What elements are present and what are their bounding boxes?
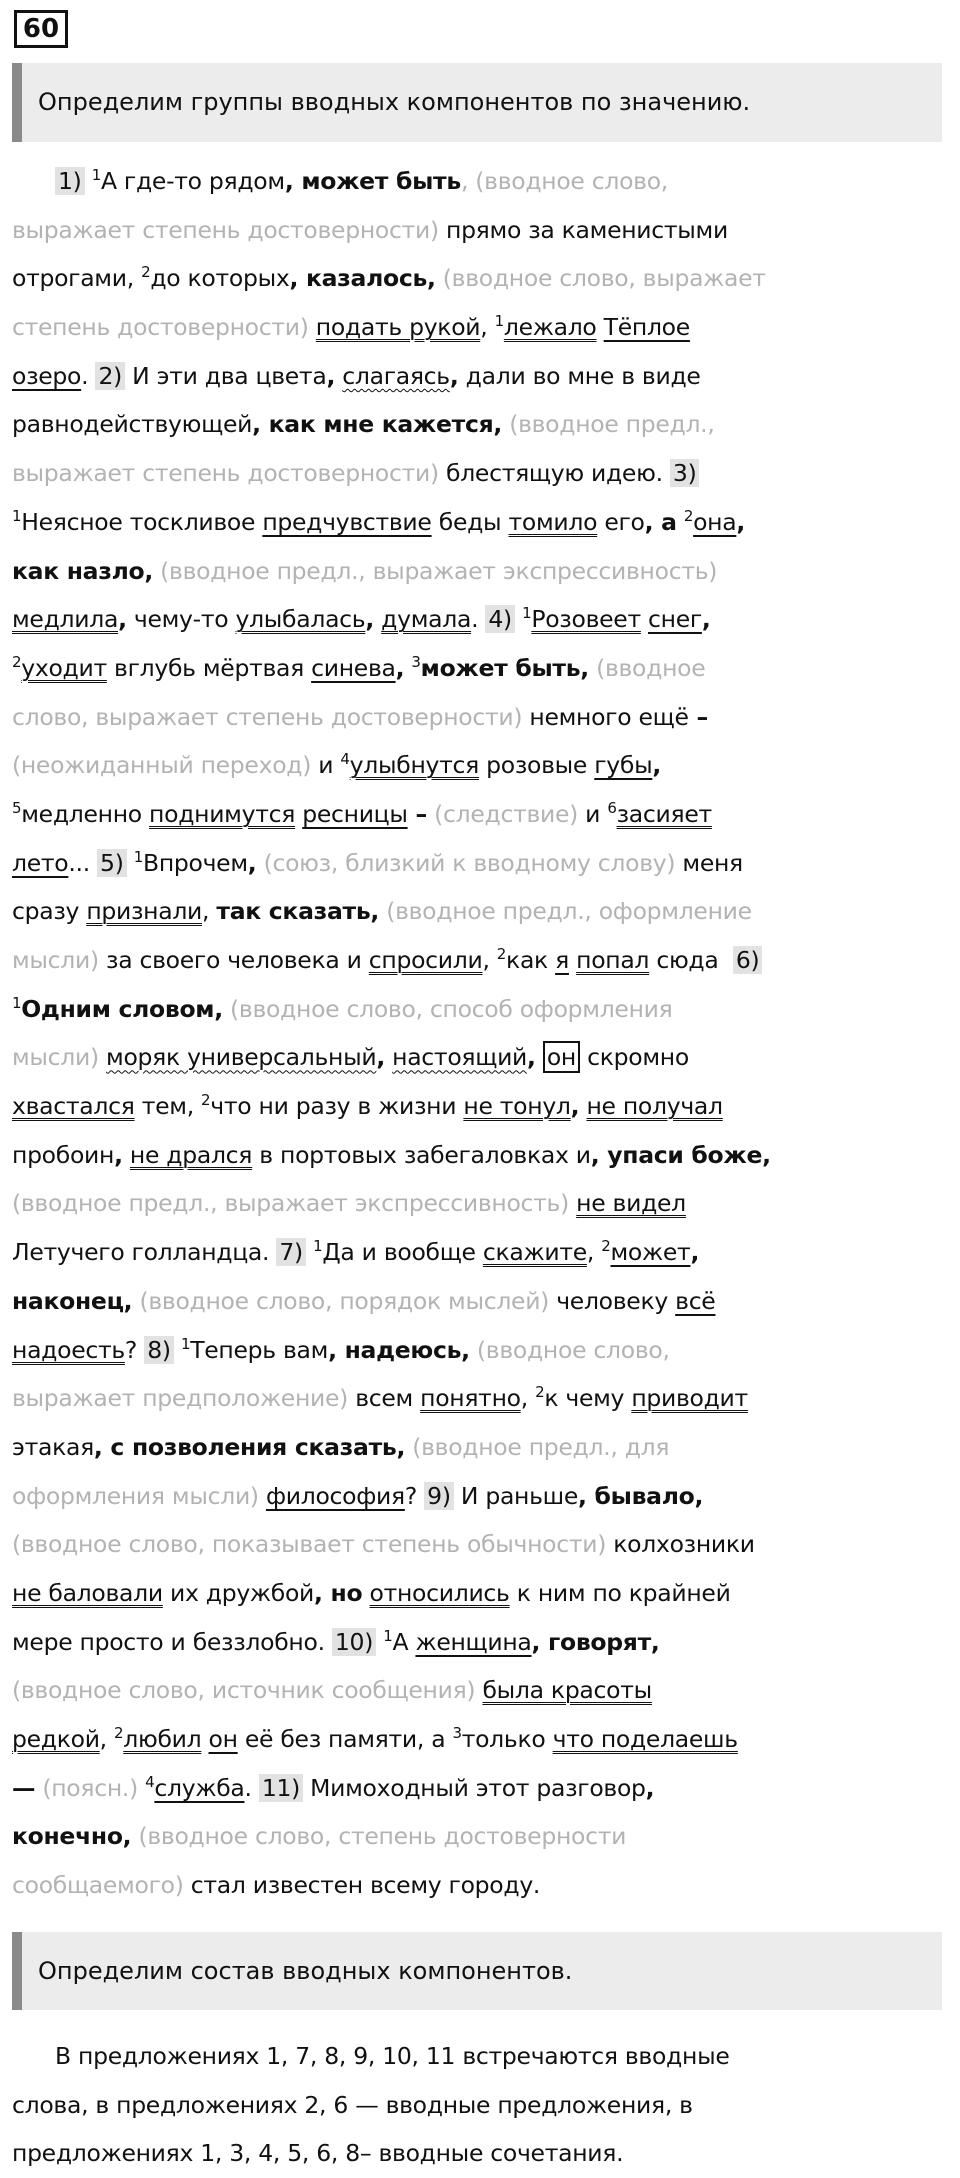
text-segment: лежало [503, 313, 597, 342]
text-segment: А [392, 1627, 416, 1656]
text-segment: пробоин [12, 1140, 115, 1169]
text-segment: синева [311, 653, 396, 682]
grammar-comment: (вводное слово, источник сообщения) [12, 1676, 476, 1705]
text-segment: отрогами, [12, 264, 142, 293]
text-segment: ресницы [302, 799, 408, 828]
text-segment: в портовых забегаловках и [252, 1140, 591, 1169]
text-line [12, 1033, 952, 1082]
clause-number: 3 [411, 652, 421, 671]
text-segment: не баловали [12, 1578, 163, 1607]
grammar-comment: (вводное предл., [502, 410, 715, 439]
clause-number: 1 [383, 1626, 393, 1645]
text-segment: что поделаешь [552, 1725, 738, 1753]
text-segment: , [690, 1238, 700, 1267]
text-line [12, 498, 952, 547]
text-segment: улыбнутся [349, 751, 479, 780]
section-heading-groups: Определим группы вводных компонентов по значению. [12, 63, 942, 142]
text-segment: , [376, 1043, 385, 1072]
text-segment: , говорят, [531, 1627, 660, 1656]
grammar-comment: (поясн.) [35, 1773, 138, 1802]
text-segment: скромно [579, 1043, 689, 1072]
text-segment [201, 1725, 208, 1753]
clause-number: 2 [201, 1091, 211, 1110]
clause-number: 2 [114, 1724, 124, 1742]
text-line [12, 644, 952, 693]
text-segment: , [580, 653, 589, 682]
text-segment [85, 167, 92, 195]
text-line [12, 1666, 952, 1715]
clause-number: 1 [91, 166, 101, 184]
analysis-text [12, 157, 952, 1910]
text-segment: , [118, 605, 127, 634]
grammar-comment: выражает степень достоверности) [12, 215, 439, 244]
text-line [12, 157, 952, 206]
text-segment: , надеюсь, [328, 1335, 470, 1364]
text-line [12, 1277, 952, 1326]
text-segment: как назло, [12, 556, 153, 585]
text-segment: , [570, 1092, 580, 1121]
text-segment [309, 313, 316, 341]
text-segment: И эти два цвета [125, 361, 327, 390]
text-segment [99, 1043, 106, 1071]
text-segment: моряк универсальный [106, 1043, 377, 1072]
text-segment: медлила [12, 605, 119, 634]
text-segment [174, 1336, 181, 1364]
clause-number: 1 [133, 847, 143, 866]
grammar-comment: (вводное предл., оформление [379, 897, 752, 926]
text-line [12, 693, 952, 742]
text-segment: , [247, 848, 257, 877]
text-line [12, 352, 952, 401]
conclusion-line: слова, в предложениях 2, 6 — вводные предложения, в [12, 2090, 693, 2119]
text-segment: . [81, 361, 96, 390]
text-line [12, 303, 952, 352]
text-segment: к ним по крайней [509, 1578, 731, 1607]
text-segment: тем, [134, 1092, 202, 1121]
text-segment: стал известен всему городу. [183, 1871, 541, 1900]
text-line [12, 839, 952, 888]
grammar-comment: мысли) [12, 946, 99, 974]
text-line [12, 887, 952, 936]
text-segment: , с позволения сказать, [93, 1432, 406, 1461]
text-segment: любил [123, 1725, 202, 1753]
text-line [12, 1374, 952, 1423]
text-segment: может [610, 1238, 691, 1267]
text-segment: вглубь мёртвая [106, 653, 312, 682]
text-segment: Розовеет [531, 605, 641, 634]
clause-number: 5 [12, 798, 22, 817]
text-segment: наконец, [12, 1286, 133, 1315]
text-segment: , [214, 994, 223, 1023]
text-segment: . [244, 1773, 259, 1802]
text-segment: , [99, 1725, 115, 1753]
grammar-comment: мысли) [12, 1043, 99, 1072]
text-segment: была красоты [482, 1676, 652, 1705]
sentence-number: 9) [424, 1482, 454, 1510]
text-segment: — [12, 1773, 36, 1802]
conclusion-text [12, 2032, 952, 2178]
text-segment: И раньше [453, 1481, 579, 1510]
text-line [12, 741, 952, 790]
clause-number: 4 [340, 750, 350, 769]
text-segment: дали во мне в виде [458, 361, 701, 390]
text-line [12, 1569, 952, 1618]
grammar-comment: сообщаемого) [12, 1871, 184, 1900]
text-segment [12, 167, 55, 195]
text-segment [259, 1482, 266, 1510]
text-segment: Мимоходный этот разговор [303, 1773, 646, 1802]
text-segment: лето [12, 848, 69, 877]
text-line [12, 1618, 952, 1667]
text-segment: Неясное тоскливое [21, 507, 263, 536]
text-segment: всем [348, 1384, 421, 1413]
grammar-comment: выражает степень достоверности) [12, 459, 439, 488]
clause-number: 1 [12, 993, 22, 1012]
text-line [12, 1082, 952, 1131]
clause-number: 4 [145, 1772, 155, 1791]
text-line [12, 1472, 952, 1521]
grammar-comment: (вводное предл., выражает экспрессивность) [152, 556, 718, 585]
text-line [12, 1861, 952, 1910]
text-segment: служба [154, 1773, 245, 1802]
text-segment: губы [594, 751, 653, 780]
sentence-number: 2) [95, 362, 125, 390]
sentence-number: 4) [485, 605, 515, 633]
text-segment: этакая [12, 1432, 94, 1461]
text-segment: сразу [12, 897, 87, 926]
sentence-number: 3) [670, 459, 700, 487]
grammar-comment: (союз, близкий к вводному слову) [256, 848, 676, 877]
text-segment: ? [124, 1335, 145, 1364]
clause-number: 2 [141, 263, 151, 282]
text-segment: Впрочем [143, 848, 248, 877]
text-segment: подать рукой [315, 313, 481, 342]
grammar-comment: (следствие) [426, 799, 579, 828]
text-segment: , бывало, [578, 1481, 704, 1510]
clause-number: 1 [313, 1237, 323, 1256]
text-segment [362, 1579, 369, 1607]
text-segment: томило [508, 507, 598, 536]
text-segment: не дрался [129, 1140, 253, 1169]
text-line [12, 595, 952, 644]
text-segment [597, 313, 604, 341]
text-segment: , [480, 313, 495, 342]
sentence-number: 7) [276, 1238, 306, 1266]
text-line [12, 400, 952, 449]
grammar-comment: выражает предположение) [12, 1384, 349, 1413]
text-segment: к чему [544, 1384, 632, 1413]
text-segment: он [543, 1041, 580, 1073]
text-line [12, 1326, 952, 1375]
text-segment: мере просто и беззлобно. [12, 1627, 332, 1656]
clause-number: 1 [12, 506, 22, 525]
text-segment: ... [68, 848, 98, 877]
text-segment: она [693, 507, 737, 536]
clause-number: 1 [180, 1334, 191, 1353]
text-segment: он [208, 1725, 238, 1753]
conclusion-line: В предложениях 1, 7, 8, 9, 10, 11 встречаются вводные [12, 2042, 730, 2070]
grammar-comment: (вводное предл., выражает экспрессивность) [12, 1189, 569, 1218]
text-segment: , а [644, 507, 677, 536]
text-segment: , [586, 1238, 602, 1267]
text-segment [127, 849, 134, 877]
text-segment: А где-то рядом [100, 167, 285, 195]
text-segment: попал [576, 946, 650, 974]
text-segment: Теперь вам [190, 1335, 329, 1364]
text-segment: до которых [150, 264, 290, 293]
clause-number: 1 [522, 604, 532, 623]
text-segment [677, 508, 684, 536]
clause-number: 6 [607, 798, 617, 817]
grammar-comment: (вводное слово, выражает [435, 264, 766, 293]
text-segment: их дружбой [162, 1578, 315, 1607]
text-segment: не получал [586, 1092, 723, 1121]
text-segment: . [471, 605, 486, 634]
text-line [12, 1228, 952, 1277]
text-segment: женщина [415, 1627, 532, 1656]
text-segment: , может быть [284, 167, 461, 195]
text-segment: , [114, 1140, 123, 1169]
text-segment [536, 1043, 543, 1071]
grammar-comment: (вводное слово, способ оформления [222, 994, 673, 1023]
sentence-number: 8) [144, 1336, 174, 1364]
text-segment: может быть [420, 653, 581, 682]
text-segment: , [652, 751, 661, 780]
text-segment: человеку [549, 1286, 676, 1315]
text-segment: Да и вообще [322, 1238, 483, 1267]
text-segment: немного ещё [522, 702, 689, 731]
text-segment: и [311, 751, 341, 780]
text-segment: и [578, 799, 608, 828]
text-segment: – [688, 702, 708, 731]
text-segment: , [202, 897, 217, 926]
task-number-badge: 60 [14, 10, 68, 48]
text-line [12, 449, 952, 498]
text-segment: , [449, 361, 459, 390]
text-segment: , [326, 361, 336, 390]
grammar-comment: (вводное слово, степень достоверности [131, 1822, 627, 1851]
text-segment: скажите [482, 1238, 587, 1267]
text-line [12, 1520, 952, 1569]
text-segment: , казалось, [289, 264, 436, 293]
grammar-comment: слово, выражает степень достоверности) [12, 702, 523, 731]
text-segment: редкой [12, 1725, 100, 1753]
text-segment: улыбалась [235, 605, 366, 634]
text-segment: думала [381, 605, 472, 634]
text-segment: колхозники [606, 1530, 755, 1559]
text-segment: , [736, 507, 745, 536]
text-segment: только [461, 1725, 553, 1753]
sentence-number: 6) [733, 946, 763, 974]
sentence-number: 5) [97, 849, 127, 877]
grammar-comment: (вводное слово, показывает степень обычности) [12, 1530, 607, 1559]
text-segment: понятно [420, 1384, 521, 1413]
sentence-number: 1) [55, 167, 85, 195]
grammar-comment: (вводное предл., для [405, 1432, 670, 1461]
text-segment: засияет [616, 799, 712, 828]
text-segment: прямо за каменистыми [438, 215, 728, 244]
text-segment: беды [431, 507, 509, 536]
text-segment: приводит [631, 1384, 748, 1413]
text-segment: поднимутся [149, 799, 296, 828]
text-segment: всё [675, 1286, 716, 1315]
sentence-number: 11) [259, 1774, 303, 1802]
text-line [12, 1423, 952, 1472]
text-segment: я [555, 946, 569, 974]
text-segment: настоящий [392, 1043, 528, 1072]
text-segment: ? [404, 1481, 425, 1510]
text-line [12, 1764, 952, 1813]
text-segment: озеро [12, 361, 82, 390]
text-segment: , [395, 653, 405, 682]
text-segment: снег [648, 605, 702, 634]
clause-number: 3 [452, 1724, 462, 1742]
text-segment: за своего человека и [98, 946, 369, 974]
text-segment: , [701, 605, 711, 634]
text-segment: конечно, [12, 1822, 132, 1851]
text-segment: – [407, 799, 427, 828]
text-segment: , [520, 1384, 536, 1413]
text-line [12, 547, 952, 596]
text-segment: не видел [576, 1189, 686, 1218]
text-segment: , [482, 946, 497, 974]
text-segment [641, 605, 648, 633]
text-segment: , как мне кажется, [252, 410, 503, 439]
text-segment: меня [675, 848, 743, 877]
section-heading-composition: Определим состав вводных компонентов. [12, 1932, 942, 2010]
text-segment: надоесть [12, 1335, 125, 1364]
clause-number: 2 [496, 945, 507, 963]
text-segment: философия [265, 1481, 405, 1510]
text-line [12, 790, 952, 839]
grammar-comment: (вводное слово, порядок мыслей) [132, 1286, 550, 1315]
text-segment: блестящую идею. [438, 459, 670, 488]
text-segment: слагаясь [342, 361, 450, 390]
text-segment: что ни разу в жизни [210, 1092, 464, 1121]
text-segment: признали [86, 897, 203, 926]
grammar-comment: (вводное слово, [469, 1335, 670, 1364]
text-segment: спросили [368, 946, 483, 974]
text-line [12, 985, 952, 1034]
text-segment: относились [369, 1578, 510, 1607]
text-line [12, 1131, 952, 1180]
text-segment: предчувствие [262, 507, 432, 536]
text-line [12, 1179, 952, 1228]
text-segment: сюда [649, 946, 733, 974]
text-line [12, 206, 952, 255]
text-segment: Одним словом [21, 994, 215, 1023]
clause-number: 2 [683, 506, 694, 525]
grammar-comment: степень достоверности) [12, 313, 309, 342]
text-segment: уходит [21, 653, 107, 682]
text-segment: хвастался [12, 1092, 135, 1121]
text-segment: , [527, 1043, 536, 1072]
text-segment: , [645, 1773, 655, 1802]
clause-number: 2 [601, 1237, 611, 1256]
grammar-comment: (вводное [588, 653, 706, 682]
text-segment: равнодействующей [12, 410, 253, 439]
grammar-comment: (неожиданный переход) [12, 751, 312, 780]
text-line [12, 1812, 952, 1861]
grammar-comment: оформления мысли) [12, 1481, 259, 1510]
text-segment [123, 1141, 130, 1169]
text-segment: Тёплое [603, 313, 690, 342]
text-segment: его [597, 507, 645, 536]
clause-number: 1 [494, 312, 504, 331]
conclusion-line: предложениях 1, 3, 4, 5, 6, 8– вводные сочетания. [12, 2139, 624, 2168]
text-segment: медленно [21, 799, 150, 828]
text-segment: Летучего голландца. [12, 1238, 277, 1267]
text-line [12, 254, 952, 303]
text-segment: не тонул [463, 1092, 571, 1121]
text-segment: , упаси боже, [590, 1140, 771, 1169]
text-segment: так сказать, [216, 897, 380, 926]
grammar-comment: , (вводное слово, [460, 167, 668, 195]
text-segment: её без памяти, а [237, 1725, 453, 1753]
text-segment: , [365, 605, 374, 634]
text-segment: как [506, 946, 556, 974]
text-segment: розовые [478, 751, 595, 780]
text-line [12, 936, 952, 985]
sentence-number: 10) [332, 1628, 376, 1656]
text-line [12, 1715, 952, 1764]
text-segment: , но [314, 1578, 363, 1607]
clause-number: 2 [535, 1383, 545, 1402]
text-segment: чему-то [126, 605, 236, 634]
clause-number: 2 [12, 652, 22, 671]
